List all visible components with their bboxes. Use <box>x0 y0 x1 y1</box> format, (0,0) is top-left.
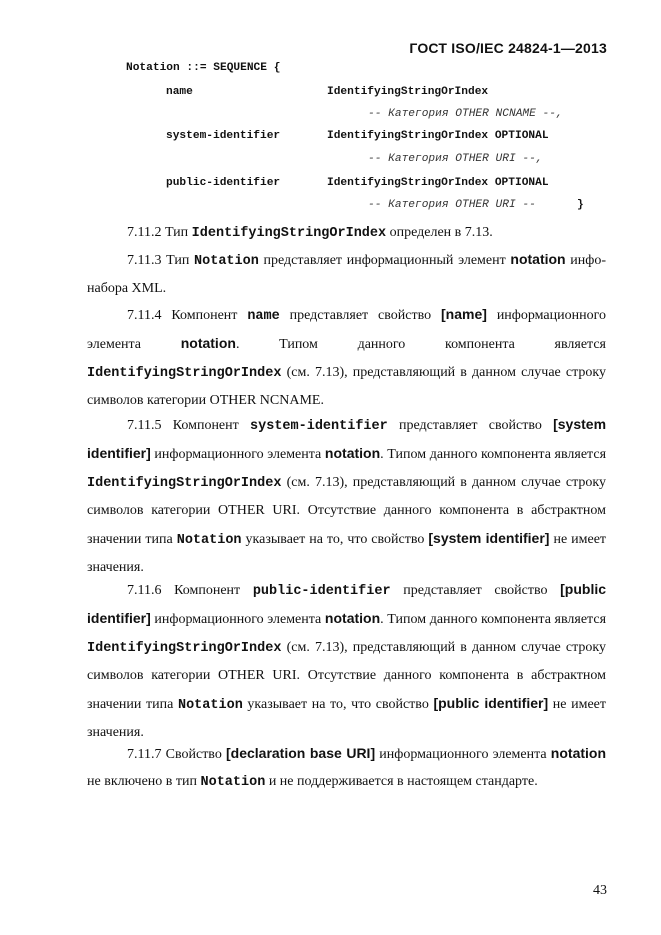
para-text: . Типом данного компонента является <box>235 337 606 353</box>
property-term: [system identifier] <box>87 416 607 462</box>
para-text: . Типом данного компонента является <box>380 447 607 463</box>
para-number: 7.11.2 Тип <box>127 225 189 240</box>
para-text: представляет информационный элемент <box>263 253 506 268</box>
paragraph-7-11-3 <box>87 246 606 303</box>
code-term: name <box>247 309 280 324</box>
para-number: 7.11.4 Компонент <box>127 308 238 323</box>
paragraph-7-11-5 <box>87 411 606 581</box>
para-text: (см. 7.13), представляющий в данном случае строку символов категории OTHER URI. Отсутствие данного компонента в абстрактном значении типа <box>87 639 607 712</box>
asn1-code-block <box>0 0 661 211</box>
para-text: указывает на то, что свойство <box>247 696 429 712</box>
para-text: представляет свойство <box>289 308 432 323</box>
para-number: 7.11.7 Свойство <box>127 747 222 762</box>
code-term: Notation <box>200 775 266 791</box>
para-text: информационного элемента <box>379 747 547 762</box>
paragraph-7-11-7 <box>87 740 606 797</box>
property-term: notation <box>180 335 236 352</box>
code-term: system-identifier <box>250 419 388 434</box>
code-field-name: public-identifier <box>166 177 281 189</box>
code-field-comment: -- Категория OTHER URI --, <box>368 153 543 165</box>
document-header: ГОСТ ISO/IEC 24824-1—2013 <box>409 40 607 56</box>
code-term: IdentifyingStringOrIndex <box>87 475 282 491</box>
para-text: представляет свойство <box>403 583 548 598</box>
code-term: IdentifyingStringOrIndex <box>191 226 387 241</box>
property-term: notation <box>510 251 566 267</box>
code-field-name: system-identifier <box>166 130 281 142</box>
para-text: представляет свойство <box>399 418 542 433</box>
code-field-type: IdentifyingStringOrIndex <box>327 86 489 98</box>
para-text: информационного элемента <box>154 447 322 463</box>
para-text: указывает на то, что свойство <box>245 531 425 547</box>
property-term: [public identifier] <box>87 581 607 627</box>
para-text: инфо-набора XML. <box>87 253 606 297</box>
property-term: [declaration base URI] <box>225 745 376 761</box>
para-text: не имеет значения. <box>87 696 606 741</box>
code-field-type: IdentifyingStringOrIndex OPTIONAL <box>327 130 549 142</box>
code-term: Notation <box>194 254 259 269</box>
property-term: notation <box>324 610 381 627</box>
para-text: . Типом данного компонента является <box>380 612 607 628</box>
code-term: Notation <box>176 532 242 548</box>
para-text: определен в 7.13. <box>389 225 493 240</box>
property-term: [public identifier] <box>433 694 549 711</box>
code-field-comment: -- Категория OTHER NCNAME --, <box>368 108 563 120</box>
para-text: не имеет значения. <box>87 531 607 576</box>
property-term: notation <box>324 445 381 462</box>
code-term: IdentifyingStringOrIndex <box>87 365 282 381</box>
para-number: 7.11.5 Компонент <box>127 418 239 433</box>
para-text: (см. 7.13), представляющий в данном случае строку символов категории OTHER URI. Отсутствие данного компонента в абстрактном значении типа <box>87 474 607 547</box>
code-sequence-open: Notation ::= SEQUENCE { <box>126 62 281 74</box>
property-term: notation <box>550 745 607 761</box>
para-number: 7.11.3 Тип <box>127 253 190 268</box>
property-term: [system identifier] <box>428 529 550 546</box>
paragraph-7-11-6 <box>87 576 606 746</box>
paragraph-7-11-4 <box>87 301 606 415</box>
para-text: информационного элемента <box>154 612 322 628</box>
code-field-type: IdentifyingStringOrIndex OPTIONAL <box>327 177 549 189</box>
para-text: информационного элемента <box>87 308 606 353</box>
para-text: (см. 7.13), представляющий в данном случае строку символов категории OTHER NCNAME. <box>87 364 607 409</box>
para-text: и не поддерживается в настоящем стандарте. <box>268 774 538 790</box>
code-field-name: name <box>166 86 193 98</box>
code-sequence-close: } <box>577 199 584 211</box>
para-text: не включено в тип <box>87 774 197 790</box>
code-field-comment: -- Категория OTHER URI -- <box>368 199 536 211</box>
property-term: [name] <box>441 306 487 322</box>
code-term: Notation <box>177 697 243 713</box>
para-number: 7.11.6 Компонент <box>127 583 241 598</box>
code-term: public-identifier <box>252 584 391 599</box>
code-term: IdentifyingStringOrIndex <box>87 640 282 656</box>
paragraph-7-11-2 <box>87 219 606 247</box>
page-number: 43 <box>593 883 607 898</box>
